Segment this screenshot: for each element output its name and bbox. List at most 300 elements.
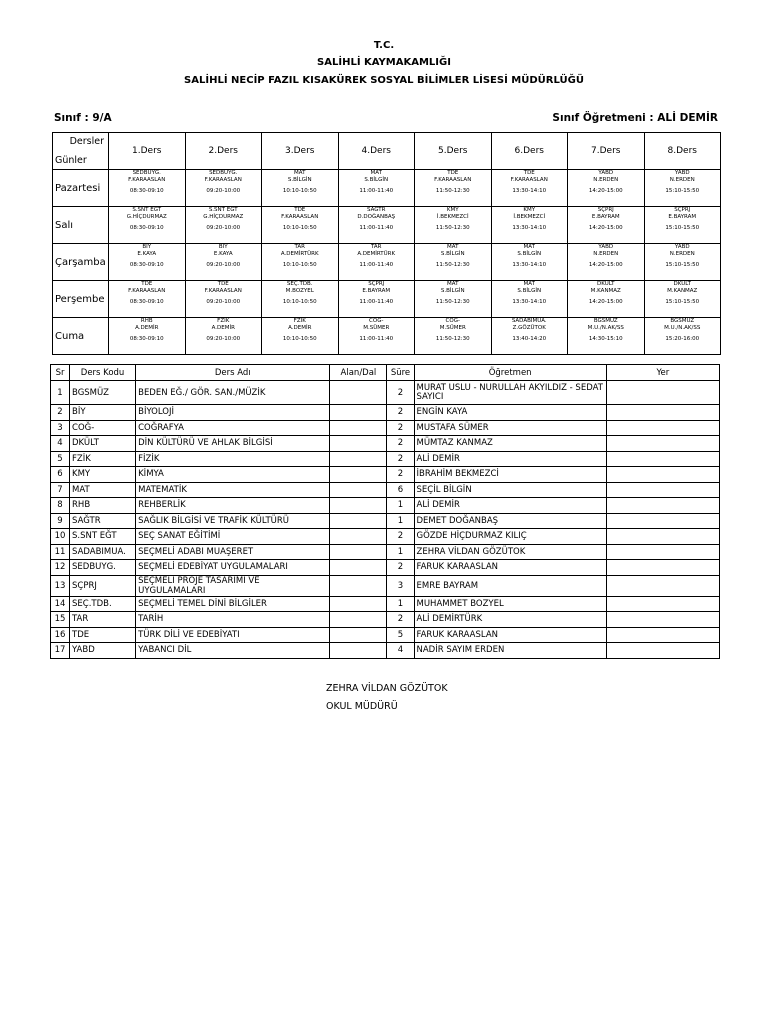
lesson-time: 11:50-12:30 xyxy=(435,299,470,305)
lesson-code: TDE xyxy=(447,170,459,176)
lesson-teacher: F.KARAASLAN xyxy=(434,177,472,183)
course-row xyxy=(51,498,720,514)
course-yer xyxy=(606,560,719,576)
course-row xyxy=(51,596,720,612)
lesson-time: 14:20-15:00 xyxy=(588,299,623,305)
course-code: COĞ- xyxy=(70,420,136,436)
course-row xyxy=(51,420,720,436)
lesson-code: SÇPRJ xyxy=(597,207,614,213)
course-row xyxy=(51,405,720,421)
course-name: SAĞLIK BİLGİSİ VE TRAFİK KÜLTÜRÜ xyxy=(136,513,330,529)
lesson-time: 11:00-11:40 xyxy=(359,299,394,305)
course-sure: 3 xyxy=(387,575,414,596)
course-alan xyxy=(330,544,387,560)
course-sure: 6 xyxy=(387,482,414,498)
lesson-time: 08:30-09:10 xyxy=(129,188,164,194)
course-name: FİZİK xyxy=(136,451,330,467)
header-tc: T.C. xyxy=(373,40,395,51)
lesson-code: S.SNT EĞT xyxy=(132,207,162,213)
lesson-code: BİY xyxy=(142,244,152,250)
lesson-teacher: G.HİÇDURMAZ xyxy=(203,214,244,220)
day-name: Çarşamba xyxy=(53,244,109,281)
course-name: TARİH xyxy=(136,612,330,628)
lesson-teacher: E.BAYRAM xyxy=(362,288,391,294)
lesson-code: TDE xyxy=(217,281,229,287)
lesson-time: 09:20-10:00 xyxy=(206,336,241,342)
lesson-cell xyxy=(568,207,645,244)
lesson-teacher: F.KARAASLAN xyxy=(204,177,242,183)
course-row xyxy=(51,482,720,498)
lesson-cell xyxy=(338,170,415,207)
course-teacher: ALİ DEMİRTÜRK xyxy=(414,612,606,628)
lesson-teacher: A.DEMİR xyxy=(211,325,235,331)
lesson-teacher: Z.GÖZÜTOK xyxy=(512,325,546,331)
lesson-cell xyxy=(338,207,415,244)
lesson-cell xyxy=(262,244,339,281)
course-teacher: NADİR SAYIM ERDEN xyxy=(414,643,606,659)
lesson-code: MAT xyxy=(523,244,535,250)
period-header: 5.Ders xyxy=(415,133,492,170)
course-code: FZİK xyxy=(70,451,136,467)
course-sr: 6 xyxy=(51,467,70,483)
lesson-cell xyxy=(644,170,721,207)
course-alan xyxy=(330,575,387,596)
lesson-cell xyxy=(568,244,645,281)
lesson-code: DKÜLT xyxy=(673,281,691,287)
course-teacher: MUHAMMET BOZYEL xyxy=(414,596,606,612)
lesson-code: DKÜLT xyxy=(597,281,615,287)
lesson-cell xyxy=(262,207,339,244)
course-sure: 1 xyxy=(387,498,414,514)
lesson-cell xyxy=(568,170,645,207)
course-alan xyxy=(330,405,387,421)
principal-name: ZEHRA VİLDAN GÖZÜTOK xyxy=(326,683,448,694)
lesson-code: SÇPRJ xyxy=(368,281,385,287)
corner-dersler: Dersler xyxy=(69,136,104,147)
lesson-teacher: S.BİLGİN xyxy=(517,288,542,294)
course-sure: 2 xyxy=(387,451,414,467)
lesson-teacher: F.KARAASLAN xyxy=(204,288,242,294)
lesson-cell xyxy=(491,170,568,207)
course-alan xyxy=(330,381,387,405)
lesson-cell xyxy=(415,318,492,355)
course-teacher: MÜMTAZ KANMAZ xyxy=(414,436,606,452)
course-name: SEÇMELİ ADABI MUAŞERET xyxy=(136,544,330,560)
period-header: 8.Ders xyxy=(644,133,721,170)
course-yer xyxy=(606,575,719,596)
lesson-time: 08:30-09:10 xyxy=(129,299,164,305)
course-alan xyxy=(330,467,387,483)
period-header: 1.Ders xyxy=(109,133,186,170)
course-sr: 1 xyxy=(51,381,70,405)
lesson-cell xyxy=(109,207,186,244)
course-name: BEDEN EĞ./ GÖR. SAN./MÜZİK xyxy=(136,381,330,405)
course-name: REHBERLİK xyxy=(136,498,330,514)
lesson-code: TAR xyxy=(370,244,382,250)
lesson-cell xyxy=(491,281,568,318)
course-teacher: FARUK KARAASLAN xyxy=(414,627,606,643)
course-name: SEÇ SANAT EĞİTİMİ xyxy=(136,529,330,545)
lesson-cell xyxy=(109,244,186,281)
period-header: 3.Ders xyxy=(262,133,339,170)
course-row xyxy=(51,513,720,529)
course-yer xyxy=(606,596,719,612)
lesson-code: SEDBUYG. xyxy=(209,170,238,176)
course-name: BİYOLOJİ xyxy=(136,405,330,421)
lesson-time: 11:00-11:40 xyxy=(359,225,394,231)
course-row xyxy=(51,436,720,452)
lesson-time: 13:40-14:20 xyxy=(512,336,547,342)
lesson-teacher: N.ERDEN xyxy=(669,177,695,183)
lesson-teacher: A.DEMİRTÜRK xyxy=(280,251,319,257)
lesson-time: 11:50-12:30 xyxy=(435,188,470,194)
course-alan xyxy=(330,529,387,545)
lesson-code: SADABIMUA. xyxy=(511,318,547,324)
lesson-code: BGSMÜZ xyxy=(593,318,618,324)
lesson-time: 08:30-09:10 xyxy=(129,262,164,268)
lesson-teacher: F.KARAASLAN xyxy=(128,288,166,294)
course-yer xyxy=(606,513,719,529)
course-code: TAR xyxy=(70,612,136,628)
lesson-time: 11:50-12:30 xyxy=(435,225,470,231)
course-sure: 2 xyxy=(387,467,414,483)
lesson-teacher: S.BİLGİN xyxy=(440,251,465,257)
lesson-code: TDE xyxy=(141,281,153,287)
course-alan xyxy=(330,560,387,576)
lesson-cell xyxy=(185,318,262,355)
schedule-row xyxy=(53,207,721,244)
course-teacher: DEMET DOĞANBAŞ xyxy=(414,513,606,529)
lesson-cell xyxy=(185,281,262,318)
course-sure: 2 xyxy=(387,381,414,405)
course-yer xyxy=(606,482,719,498)
course-yer xyxy=(606,405,719,421)
principal-title: OKUL MÜDÜRÜ xyxy=(326,701,398,712)
lesson-time: 09:20-10:00 xyxy=(206,225,241,231)
lesson-teacher: N.ERDEN xyxy=(593,251,619,257)
lesson-code: RHB xyxy=(140,318,153,324)
lesson-cell xyxy=(338,244,415,281)
lesson-teacher: D.DOĞANBAŞ xyxy=(357,214,396,220)
weekly-schedule-table xyxy=(52,132,721,355)
lesson-cell xyxy=(415,207,492,244)
lesson-teacher: E.KAYA xyxy=(213,251,233,257)
course-sr: 2 xyxy=(51,405,70,421)
lesson-cell xyxy=(491,244,568,281)
course-sr: 11 xyxy=(51,544,70,560)
lesson-teacher: S.BİLGİN xyxy=(364,177,389,183)
lesson-time: 11:50-12:30 xyxy=(435,262,470,268)
course-teacher: MURAT USLU - NURULLAH AKYILDIZ - SEDAT SAYICI xyxy=(414,381,606,405)
course-yer xyxy=(606,451,719,467)
course-sure: 1 xyxy=(387,544,414,560)
period-header: 6.Ders xyxy=(491,133,568,170)
lesson-time: 11:00-11:40 xyxy=(359,188,394,194)
corner-gunler: Günler xyxy=(55,155,87,166)
course-sure: 1 xyxy=(387,596,414,612)
lesson-code: TDE xyxy=(294,207,306,213)
course-teacher: SEÇİL BİLGİN xyxy=(414,482,606,498)
course-sr: 13 xyxy=(51,575,70,596)
lesson-teacher: A.DEMİR xyxy=(288,325,312,331)
course-alan xyxy=(330,420,387,436)
course-teacher: EMRE BAYRAM xyxy=(414,575,606,596)
schedule-header-row xyxy=(53,133,721,170)
course-code: YABD xyxy=(70,643,136,659)
course-code: DKÜLT xyxy=(70,436,136,452)
course-yer xyxy=(606,467,719,483)
course-sure: 2 xyxy=(387,420,414,436)
header-kaymakamlik: SALİHLİ KAYMAKAMLIĞI xyxy=(317,57,451,68)
course-sr: 17 xyxy=(51,643,70,659)
course-yer xyxy=(606,627,719,643)
lesson-code: COĞ- xyxy=(445,318,460,324)
lesson-cell xyxy=(568,281,645,318)
lesson-cell xyxy=(262,281,339,318)
course-sure: 5 xyxy=(387,627,414,643)
lesson-code: SEDBUYG. xyxy=(132,170,161,176)
course-teacher: ALİ DEMİR xyxy=(414,451,606,467)
lesson-time: 15:10-15:50 xyxy=(665,188,700,194)
course-yer xyxy=(606,498,719,514)
lesson-teacher: M.U./N.AK/SS xyxy=(664,325,701,331)
course-row xyxy=(51,381,720,405)
lesson-cell xyxy=(262,318,339,355)
lesson-code: YABD xyxy=(674,244,690,250)
course-code: SEÇ.TDB. xyxy=(70,596,136,612)
lesson-time: 10:10-10:50 xyxy=(282,336,317,342)
course-row xyxy=(51,643,720,659)
day-name: Salı xyxy=(53,207,109,244)
course-code: SÇPRJ xyxy=(70,575,136,596)
schedule-row xyxy=(53,281,721,318)
course-name: COĞRAFYA xyxy=(136,420,330,436)
course-yer xyxy=(606,436,719,452)
course-sr: 5 xyxy=(51,451,70,467)
lesson-teacher: M.BOZYEL xyxy=(285,288,314,294)
lesson-cell xyxy=(185,170,262,207)
lesson-cell xyxy=(568,318,645,355)
course-row xyxy=(51,612,720,628)
course-teacher: ZEHRA VİLDAN GÖZÜTOK xyxy=(414,544,606,560)
course-code: SADABIMUA. xyxy=(70,544,136,560)
lesson-code: BGSMÜZ xyxy=(670,318,695,324)
lesson-teacher: A.DEMİRTÜRK xyxy=(357,251,396,257)
lesson-teacher: A.DEMİR xyxy=(135,325,159,331)
course-code: BİY xyxy=(70,405,136,421)
schedule-row xyxy=(53,244,721,281)
lesson-teacher: M.KANMAZ xyxy=(590,288,621,294)
course-name: TÜRK DİLİ VE EDEBİYATI xyxy=(136,627,330,643)
course-teacher: ALİ DEMİR xyxy=(414,498,606,514)
lesson-time: 11:50-12:30 xyxy=(435,336,470,342)
course-sure: 1 xyxy=(387,513,414,529)
course-sure: 4 xyxy=(387,643,414,659)
lesson-time: 15:10-15:50 xyxy=(665,262,700,268)
course-row xyxy=(51,467,720,483)
course-teacher: FARUK KARAASLAN xyxy=(414,560,606,576)
course-list-table xyxy=(50,364,720,659)
lesson-cell xyxy=(415,281,492,318)
lesson-cell xyxy=(109,318,186,355)
lesson-teacher: M.KANMAZ xyxy=(667,288,698,294)
lesson-code: MAT xyxy=(370,170,382,176)
lesson-code: MAT xyxy=(523,281,535,287)
course-row xyxy=(51,529,720,545)
day-name: Pazartesi xyxy=(53,170,109,207)
lesson-time: 08:30-09:10 xyxy=(129,336,164,342)
course-header-row xyxy=(51,365,720,381)
lesson-cell xyxy=(109,170,186,207)
course-alan xyxy=(330,498,387,514)
course-teacher: ENGİN KAYA xyxy=(414,405,606,421)
course-sr: 14 xyxy=(51,596,70,612)
lesson-teacher: G.HİÇDURMAZ xyxy=(126,214,167,220)
course-alan xyxy=(330,643,387,659)
lesson-cell xyxy=(644,207,721,244)
course-name: SEÇMELİ TEMEL DİNİ BİLGİLER xyxy=(136,596,330,612)
course-name: SEÇMELİ PROJE TASARIMI VE UYGULAMALARI xyxy=(136,575,330,596)
lesson-teacher: F.KARAASLAN xyxy=(128,177,166,183)
lesson-time: 15:20-16:00 xyxy=(665,336,700,342)
lesson-code: KMY xyxy=(523,207,536,213)
course-sr: 3 xyxy=(51,420,70,436)
course-alan xyxy=(330,436,387,452)
lesson-time: 11:00-11:40 xyxy=(359,336,394,342)
course-sure: 2 xyxy=(387,612,414,628)
course-yer xyxy=(606,529,719,545)
lesson-time: 09:20-10:00 xyxy=(206,299,241,305)
col-sr: Sr xyxy=(51,365,70,381)
lesson-time: 13:30-14:10 xyxy=(512,299,547,305)
class-teacher-label: Sınıf Öğretmeni : ALİ DEMİR xyxy=(552,112,718,124)
course-sr: 15 xyxy=(51,612,70,628)
course-code: BGSMÜZ xyxy=(70,381,136,405)
day-name: Cuma xyxy=(53,318,109,355)
course-teacher: İBRAHİM BEKMEZCİ xyxy=(414,467,606,483)
course-sr: 9 xyxy=(51,513,70,529)
lesson-code: YABD xyxy=(598,170,614,176)
course-alan xyxy=(330,627,387,643)
course-teacher: MUSTAFA SÜMER xyxy=(414,420,606,436)
course-name: DİN KÜLTÜRÜ VE AHLAK BİLGİSİ xyxy=(136,436,330,452)
lesson-time: 13:30-14:10 xyxy=(512,262,547,268)
lesson-teacher: E.KAYA xyxy=(137,251,157,257)
col-name: Ders Adı xyxy=(136,365,330,381)
lesson-code: MAT xyxy=(294,170,306,176)
header-school: SALİHLİ NECİP FAZIL KISAKÜREK SOSYAL BİLİMLER LİSESİ MÜDÜRLÜĞÜ xyxy=(184,75,584,86)
course-yer xyxy=(606,381,719,405)
lesson-code: SAĞTR xyxy=(366,207,386,213)
course-code: KMY xyxy=(70,467,136,483)
course-code: SEDBUYG. xyxy=(70,560,136,576)
period-header: 7.Ders xyxy=(568,133,645,170)
lesson-code: SEÇ.TDB. xyxy=(286,281,313,287)
lesson-cell xyxy=(338,318,415,355)
course-teacher: GÖZDE HİÇDURMAZ KILIÇ xyxy=(414,529,606,545)
lesson-teacher: İ.BEKMEZCİ xyxy=(436,214,469,220)
lesson-cell xyxy=(185,207,262,244)
lesson-code: MAT xyxy=(447,281,459,287)
course-sr: 16 xyxy=(51,627,70,643)
course-code: S.SNT EĞT xyxy=(70,529,136,545)
lesson-code: FZİK xyxy=(293,318,306,324)
course-sure: 2 xyxy=(387,560,414,576)
lesson-teacher: E.BAYRAM xyxy=(668,214,697,220)
lesson-cell xyxy=(338,281,415,318)
lesson-code: TDE xyxy=(523,170,535,176)
lesson-code: BİY xyxy=(218,244,228,250)
col-teacher: Öğretmen xyxy=(414,365,606,381)
lesson-code: SÇPRJ xyxy=(674,207,691,213)
course-alan xyxy=(330,513,387,529)
course-code: SAĞTR xyxy=(70,513,136,529)
lesson-cell xyxy=(491,318,568,355)
course-row xyxy=(51,575,720,596)
course-alan xyxy=(330,482,387,498)
course-sr: 7 xyxy=(51,482,70,498)
lesson-time: 10:10-10:50 xyxy=(282,225,317,231)
course-row xyxy=(51,451,720,467)
course-sure: 2 xyxy=(387,436,414,452)
schedule-row xyxy=(53,170,721,207)
lesson-time: 09:20-10:00 xyxy=(206,262,241,268)
lesson-code: FZİK xyxy=(217,318,230,324)
course-name: MATEMATİK xyxy=(136,482,330,498)
lesson-code: MAT xyxy=(447,244,459,250)
lesson-teacher: S.BİLGİN xyxy=(287,177,312,183)
lesson-teacher: M.SÜMER xyxy=(439,325,466,331)
course-name: SEÇMELİ EDEBİYAT UYGULAMALARI xyxy=(136,560,330,576)
lesson-teacher: M.SÜMER xyxy=(363,325,390,331)
day-name: Perşembe xyxy=(53,281,109,318)
lesson-teacher: M.U./N.AK/SS xyxy=(587,325,624,331)
lesson-cell xyxy=(109,281,186,318)
lesson-cell xyxy=(415,170,492,207)
lesson-time: 10:10-10:50 xyxy=(282,262,317,268)
lesson-time: 13:30-14:10 xyxy=(512,225,547,231)
lesson-time: 08:30-09:10 xyxy=(129,225,164,231)
lesson-cell xyxy=(491,207,568,244)
lesson-teacher: S.BİLGİN xyxy=(440,288,465,294)
schedule-row xyxy=(53,318,721,355)
lesson-time: 14:20-15:00 xyxy=(588,188,623,194)
lesson-time: 15:10-15:50 xyxy=(665,225,700,231)
course-sr: 12 xyxy=(51,560,70,576)
lesson-teacher: E.BAYRAM xyxy=(591,214,620,220)
course-sr: 4 xyxy=(51,436,70,452)
course-code: TDE xyxy=(70,627,136,643)
course-code: MAT xyxy=(70,482,136,498)
lesson-teacher: F.KARAASLAN xyxy=(281,214,319,220)
lesson-time: 14:20-15:00 xyxy=(588,225,623,231)
col-code: Ders Kodu xyxy=(70,365,136,381)
course-yer xyxy=(606,612,719,628)
course-row xyxy=(51,627,720,643)
col-yer: Yer xyxy=(606,365,719,381)
lesson-cell xyxy=(644,244,721,281)
lesson-cell xyxy=(262,170,339,207)
lesson-time: 15:10-15:50 xyxy=(665,299,700,305)
lesson-cell xyxy=(185,244,262,281)
course-alan xyxy=(330,612,387,628)
course-sure: 2 xyxy=(387,529,414,545)
lesson-time: 14:30-15:10 xyxy=(588,336,623,342)
lesson-time: 09:20-10:00 xyxy=(206,188,241,194)
col-sure: Süre xyxy=(387,365,414,381)
lesson-time: 13:30-14:10 xyxy=(512,188,547,194)
lesson-cell xyxy=(644,281,721,318)
